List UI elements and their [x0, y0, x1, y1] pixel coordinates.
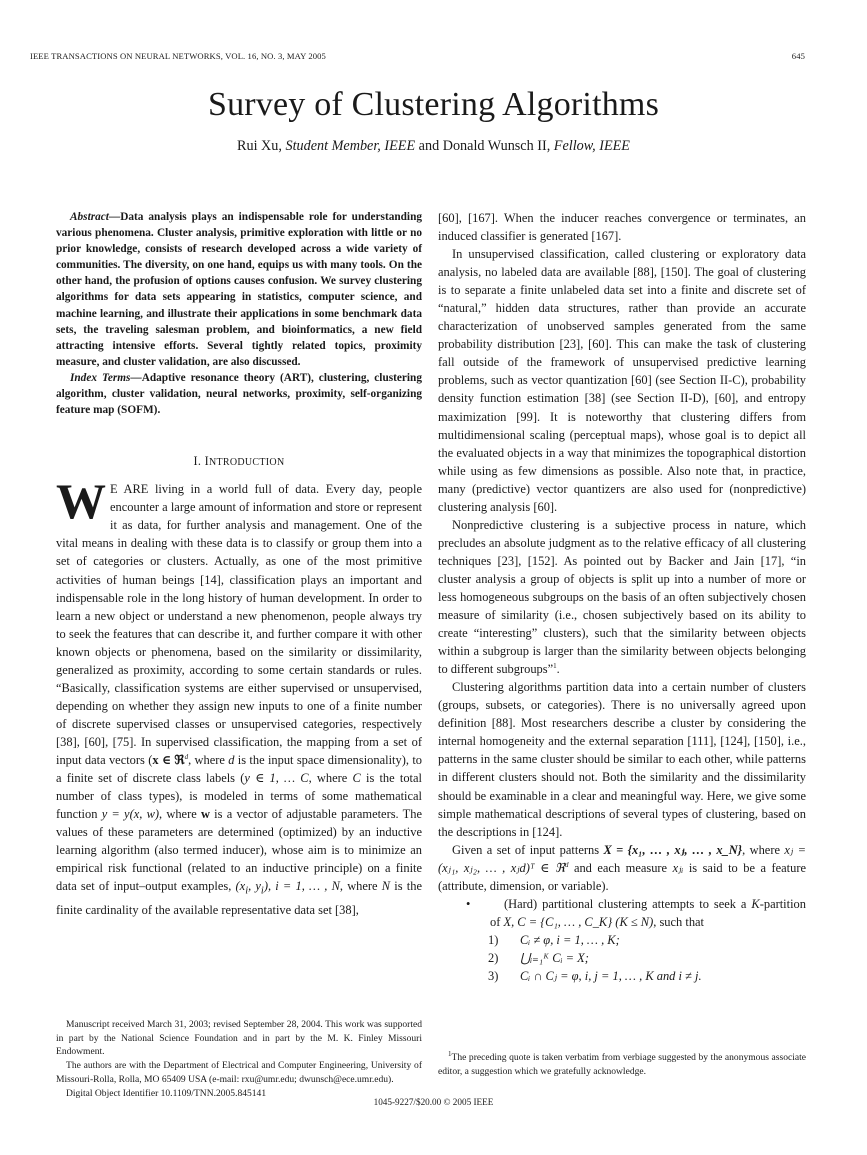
journal-header: IEEE TRANSACTIONS ON NEURAL NETWORKS, VOL. 16, NO. 3, MAY 2005	[30, 51, 326, 61]
math-C: C	[352, 771, 361, 786]
index-terms-label: Index Terms	[70, 371, 131, 384]
condition-number: 2)	[488, 950, 499, 965]
p4-math-2-sup: d	[564, 860, 569, 869]
bullet-mark: •	[466, 896, 471, 911]
section-number: I.	[193, 454, 202, 469]
intro-text-c: is the input space dimensionality), to a finite set of discrete class labels (	[56, 752, 422, 786]
right-paragraph-2-end: .	[556, 662, 560, 677]
paper-title: Survey of Clustering Algorithms	[207, 86, 660, 123]
author-1-role: Student Member, IEEE	[285, 138, 416, 154]
bullet-text-c: , such that	[653, 914, 705, 929]
math-x: x ∈ ℜ	[152, 752, 185, 767]
right-paragraph-0: [60], [167]. When the inducer reaches convergence or terminates, an induced classifier is generated [167].	[438, 211, 806, 244]
page-number: 645	[791, 51, 805, 61]
p4-text-c: and each measure	[568, 860, 673, 875]
intro-text-b: , where	[188, 752, 229, 767]
intro-paragraph	[56, 473, 422, 919]
right-footnote	[438, 1051, 806, 1078]
bullet-math: X, C = {C₁, … , C_K} (K ≤ N)	[503, 914, 654, 929]
section-title-first: I	[204, 454, 209, 469]
right-paragraph-2	[438, 516, 806, 678]
p4-math-2: xⱼ = (xⱼ₁, xⱼ₂, … , xⱼd)ᵀ ∈ ℜ	[438, 842, 806, 875]
math-pairs-rest: , y	[248, 879, 261, 894]
intro-text-h: , where	[339, 879, 382, 894]
p4-text-b: , where	[742, 842, 785, 857]
author-and: and	[418, 138, 440, 154]
bullet-text-b: -partition of	[490, 896, 806, 929]
footnote-marker: 1	[553, 662, 557, 671]
condition-item-2	[438, 949, 806, 967]
footnote-text: The preceding quote is taken verbatim from verbiage suggested by the anonymous associate editor, a suggestion which we gratefully acknowledge.	[438, 1052, 806, 1077]
p4-text-a: Given a set of input patterns	[452, 842, 604, 857]
right-paragraph-3: Clustering algorithms partition data into a certain number of clusters (groups, subsets, or categories). There is no universally agreed upon definition [88]. Most researchers describe a cluster by considering the internal homogeneity and the external separation [111], [124], [150], i.e., patterns in the same cluster should be similar to each other, while patterns in different clusters should not. Both the similarity and the dissimilarity should be examinable in a clear and meaningful way. Here, we give some simple mathematical descriptions of several types of clustering, based on the descriptions in [124].	[438, 680, 806, 839]
math-N: N	[381, 879, 391, 894]
intro-text-g: is a vector of adjustable parameters. The values of these parameters are determined (optimized) by an inductive learning algorithm (also termed inducer), whose aim is to minimize an empirical risk functional (related to an inductive principle) on a finite data set of input–output examples,	[56, 807, 422, 894]
right-paragraph-4	[438, 841, 806, 895]
math-y: y ∈ 1, … C	[244, 771, 309, 786]
right-column	[438, 209, 806, 985]
math-pairs: (x	[235, 879, 246, 894]
condition-number: 1)	[488, 932, 499, 947]
running-head	[30, 51, 805, 61]
math-w: w	[200, 807, 210, 822]
p4-math-3: xⱼᵢ	[672, 860, 684, 875]
right-paragraph-2-text: Nonpredictive clustering is a subjective process in nature, which precludes an absolute judgment as to the relative efficacy of all clustering techniques [23], [152]. As pointed out by Backer and Jain [17], “in cluster analysis a group of objects is split up into a number of more or less homogeneous subgroups on the basis of an often subjectively chosen measure of similarity (i.e., chosen subjectively based on its ability to create “interesting” clusters), such that the similarity between objects within a subgroup is larger than the similarity between objects belonging to different subgroups”	[438, 517, 806, 677]
intro-text-f: , where	[159, 807, 201, 822]
abstract-label: Abstract	[70, 211, 109, 223]
math-i: i	[245, 885, 249, 897]
math-func: y = y(x, w)	[101, 807, 160, 822]
intro-text-a: E ARE living in a world full of data. Every day, people encounter a large amount of information and store or represent it as data, for further analysis and management. One of the vital means in dealing with these data is to classify or group them into a set of categories or clusters. Actually, as one of the most primitive activities of human beings [14], classification plays an important and indispensable role in the long history of human development. In order to learn a new object or understand a new phenomenon, people always try to seek the features that can describe it, and further compare it with other known objects or phenomena, based on the similarity or dissimilarity, generalized as proximity, according to some certain standards or rules. “Basically, classification systems are either supervised or unsupervised, depending on whether they assign new inputs to one of a finite number of discrete supervised classes or unsupervised categories, respectively [38], [60], [75]. In supervised classification, the mapping from a set of input data vectors (	[56, 482, 422, 767]
footnote-number: 1	[448, 1049, 452, 1058]
index-terms	[56, 370, 422, 418]
math-d: d	[228, 752, 235, 767]
p4-text-d: is said to be a feature (attribute, dimension, or variable).	[438, 860, 806, 893]
condition-math: Cᵢ ∩ Cⱼ = φ, i, j = 1, … , K and i ≠ j.	[520, 968, 702, 983]
section-heading	[56, 452, 422, 472]
doi-note: Digital Object Identifier 10.1109/TNN.2005.845141	[66, 1087, 267, 1099]
math-d-sup: d	[184, 752, 189, 761]
drop-cap: W	[56, 473, 106, 530]
left-column	[56, 209, 422, 919]
bullet-item	[438, 895, 806, 931]
section-title-rest: NTRODUCTION	[208, 457, 285, 469]
author-2-role: Fellow, IEEE	[553, 138, 630, 154]
author-1: Rui Xu	[237, 138, 279, 154]
bullet-text-a: (Hard) partitional clustering attempts to seek a	[504, 896, 752, 911]
intro-text-e: is the total number of class types), is modeled in terms of some mathematical function	[56, 771, 422, 822]
intro-text-d: , where	[308, 771, 353, 786]
author-2: Donald Wunsch II	[442, 138, 547, 154]
affiliation-note: The authors are with the Department of Electrical and Computer Engineering, University of Missouri-Rolla, Rolla, MO 65409 USA (e-mail: rxu@umr.edu; dwunsch@ece.umr.edu).	[56, 1060, 422, 1085]
math-i-2: i	[260, 885, 264, 897]
intro-text-i: is the finite cardinality of the available representative data set [38],	[56, 879, 422, 917]
condition-item-1	[438, 931, 806, 949]
copyright-line: 1045-9227/$20.00 © 2005 IEEE	[373, 1097, 494, 1107]
math-pairs-end: ), i = 1, … , N	[263, 879, 340, 894]
manuscript-note: Manuscript received March 31, 2003; revised September 28, 2004. This work was supported in part by the National Science Foundation and in part by the M. K. Finley Missouri Endowment.	[56, 1019, 422, 1058]
p4-math-1: X = {x₁, … , xⱼ, … , x_N}	[603, 842, 743, 857]
condition-math: Cᵢ ≠ φ, i = 1, … , K;	[520, 932, 620, 947]
index-terms-text: —Adaptive resonance theory (ART), clustering, clustering algorithm, cluster validation, neural networks, proximity, self-organizing feature map (SOFM).	[56, 371, 422, 417]
condition-item-3	[438, 967, 806, 985]
right-paragraph-1: In unsupervised classification, called clustering or exploratory data analysis, no labeled data are available [88], [150]. The goal of clustering is to separate a finite unlabeled data set into a finite and discrete set of “natural,” hidden data structures, rather than provide an accurate characterization of unobserved samples generated from the same probability distribution [23], [60]. This can make the task of clustering fall outside of the framework of unsupervised predictive learning problems, such as vector quantization [60] (see Section II-C), probability density function estimation [38] (see Section II-D), [60], and entropy maximization [99]. It is noteworthy that clustering differs from multidimensional scaling (perceptual maps), whose goal is to depict all the evaluated objects in a way that minimizes the topographical distortion while using as few dimensions as possible. Also note that, in practice, many (predictive) vector quantizers are also used for (nonpredictive) clustering analysis [60].	[438, 247, 806, 514]
condition-number: 3)	[488, 968, 499, 983]
author-line: Rui Xu, Student Member, IEEE and Donald Wunsch II, Fellow, IEEE	[237, 138, 630, 154]
condition-math: ⋃ᵢ₌₁ᴷ Cᵢ = X;	[520, 950, 589, 965]
abstract-text: —Data analysis plays an indispensable role for understanding various phenomena. Cluster analysis, primitive exploration with little or no prior knowledge, consists of research developed across a wide variety of communities. The diversity, on one hand, equips us with many tools. On the other hand, the profusion of options causes confusion. We survey clustering algorithms for data sets appearing in statistics, computer science, and machine learning, and illustrate their applications in some benchmark data sets, the traveling salesman problem, and bioinformatics, a new field attracting intensive efforts. Several tightly related topics, proximity measure, and cluster validation, are also discussed.	[56, 211, 422, 368]
left-footnotes	[56, 1018, 422, 1100]
abstract	[56, 209, 422, 370]
bullet-K: K	[751, 896, 760, 911]
